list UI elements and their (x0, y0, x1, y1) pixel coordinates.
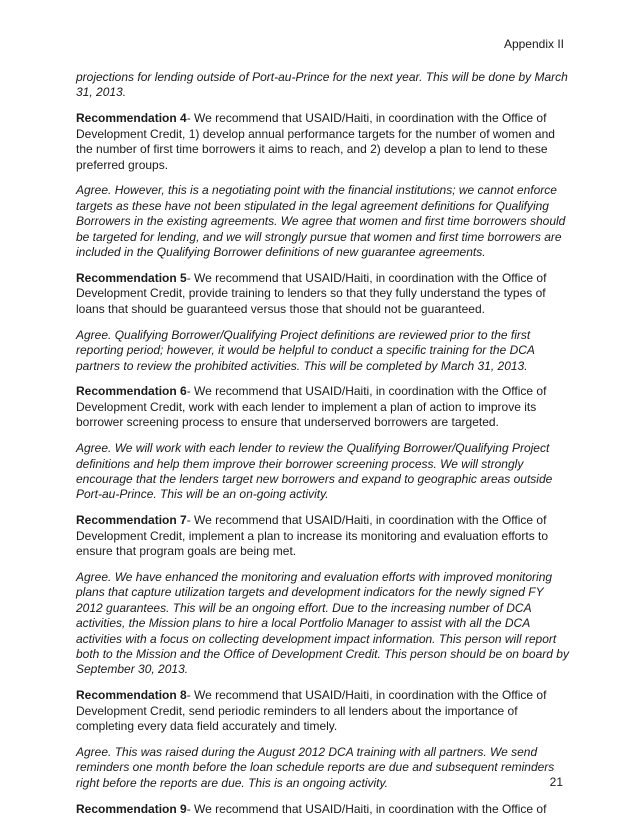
paragraph-text: Agree. We have enhanced the monitoring and evaluation efforts with improved monitoring plans that capture utilization targets and development indicators for the newly signed FY 2012 guarantees. This will be an ongoing effort. Due to the increasing number of DCA activities, the Mission plans to hire a local Portfolio Manager to assist with all the DCA activities with a focus on collecting development impact information. This person will report both to the Mission and the Office of Development Credit. This person should be on board by September 30, 2013. (76, 569, 569, 677)
recommendation-paragraph (76, 688, 570, 734)
response-paragraph (76, 70, 570, 101)
paragraph-text: Agree. Qualifying Borrower/Qualifying Project definitions are reviewed prior to the first reporting period; however, it would be helpful to conduct a specific training for the DCA partners to review the prohibited activities. This will be completed by March 31, 2013. (76, 327, 535, 373)
recommendation-paragraph (76, 384, 570, 430)
response-paragraph (76, 745, 570, 791)
recommendation-text: - We recommend that USAID/Haiti, in coordination with the Office of Development Credit, provide training to lenders so that they fully understand the types of loans that should be guaranteed versus those that should not be guaranteed. (76, 270, 547, 316)
response-paragraph (76, 441, 570, 503)
recommendation-paragraph (76, 111, 570, 173)
recommendation-paragraph (76, 513, 570, 559)
paragraph-text: Agree. This was raised during the August 2012 DCA training with all partners. We send reminders one month before the loan schedule reports are due and subsequent reminders right before the reports are due. This is an ongoing activity. (76, 745, 555, 790)
recommendation-paragraph (76, 271, 570, 317)
paragraph-text: Agree. We will work with each lender to review the Qualifying Borrower/Qualifying Project definitions and help them improve their borrower screening process. We will strongly encourage that the lenders target new borrowers and expand to geographic areas outside Port-au-Prince. This will be an on-going activity. (76, 441, 553, 502)
recommendation-heading: Recommendation 4 (76, 111, 187, 126)
page-number: 21 (549, 775, 563, 789)
recommendation-heading: Recommendation 6 (76, 384, 187, 399)
appendix-header: Appendix II (503, 37, 564, 51)
response-paragraph (76, 328, 570, 374)
response-paragraph (76, 570, 570, 678)
recommendation-text: - We recommend that USAID/Haiti, in coordination with the Office of Development Credit, send periodic reminders to all lenders about the importance of completing every data field accurately and timely. (76, 688, 547, 734)
recommendation-heading: Recommendation 9 (76, 801, 187, 816)
response-paragraph (76, 183, 570, 260)
recommendation-text: - We recommend that USAID/Haiti, in coordination with the Office of (186, 801, 547, 816)
recommendation-paragraph (76, 802, 570, 817)
document-body (76, 70, 570, 828)
recommendation-text: - We recommend that USAID/Haiti, in coordination with the Office of Development Credit, work with each lender to implement a plan of action to improve its borrower screening process to ensure that underserved borrowers are targeted. (76, 384, 547, 430)
paragraph-text: Agree. However, this is a negotiating point with the financial institutions; we cannot enforce targets as these have not been stipulated in the legal agreement definitions for Qualifying Borrowers in the existing agreements. We agree that women and first time borrowers should be targeted for lending, and we will strongly pursue that women and first time borrowers are included in the Qualifying Borrower definitions of new guarantee agreements. (76, 183, 566, 260)
recommendation-text: - We recommend that USAID/Haiti, in coordination with the Office of Development Credit, 1) develop annual performance targets for the number of women and the number of first time borrowers it aims to reach, and 2) develop a plan to lend to these preferred groups. (76, 111, 555, 172)
paragraph-text: projections for lending outside of Port-au-Prince for the next year. This will be done by March 31, 2013. (76, 70, 568, 100)
recommendation-heading: Recommendation 7 (76, 513, 187, 528)
recommendation-heading: Recommendation 8 (76, 688, 187, 703)
recommendation-heading: Recommendation 5 (76, 270, 187, 285)
recommendation-text: - We recommend that USAID/Haiti, in coordination with the Office of Development Credit, implement a plan to increase its monitoring and evaluation efforts to ensure that program goals are being met. (76, 513, 549, 559)
